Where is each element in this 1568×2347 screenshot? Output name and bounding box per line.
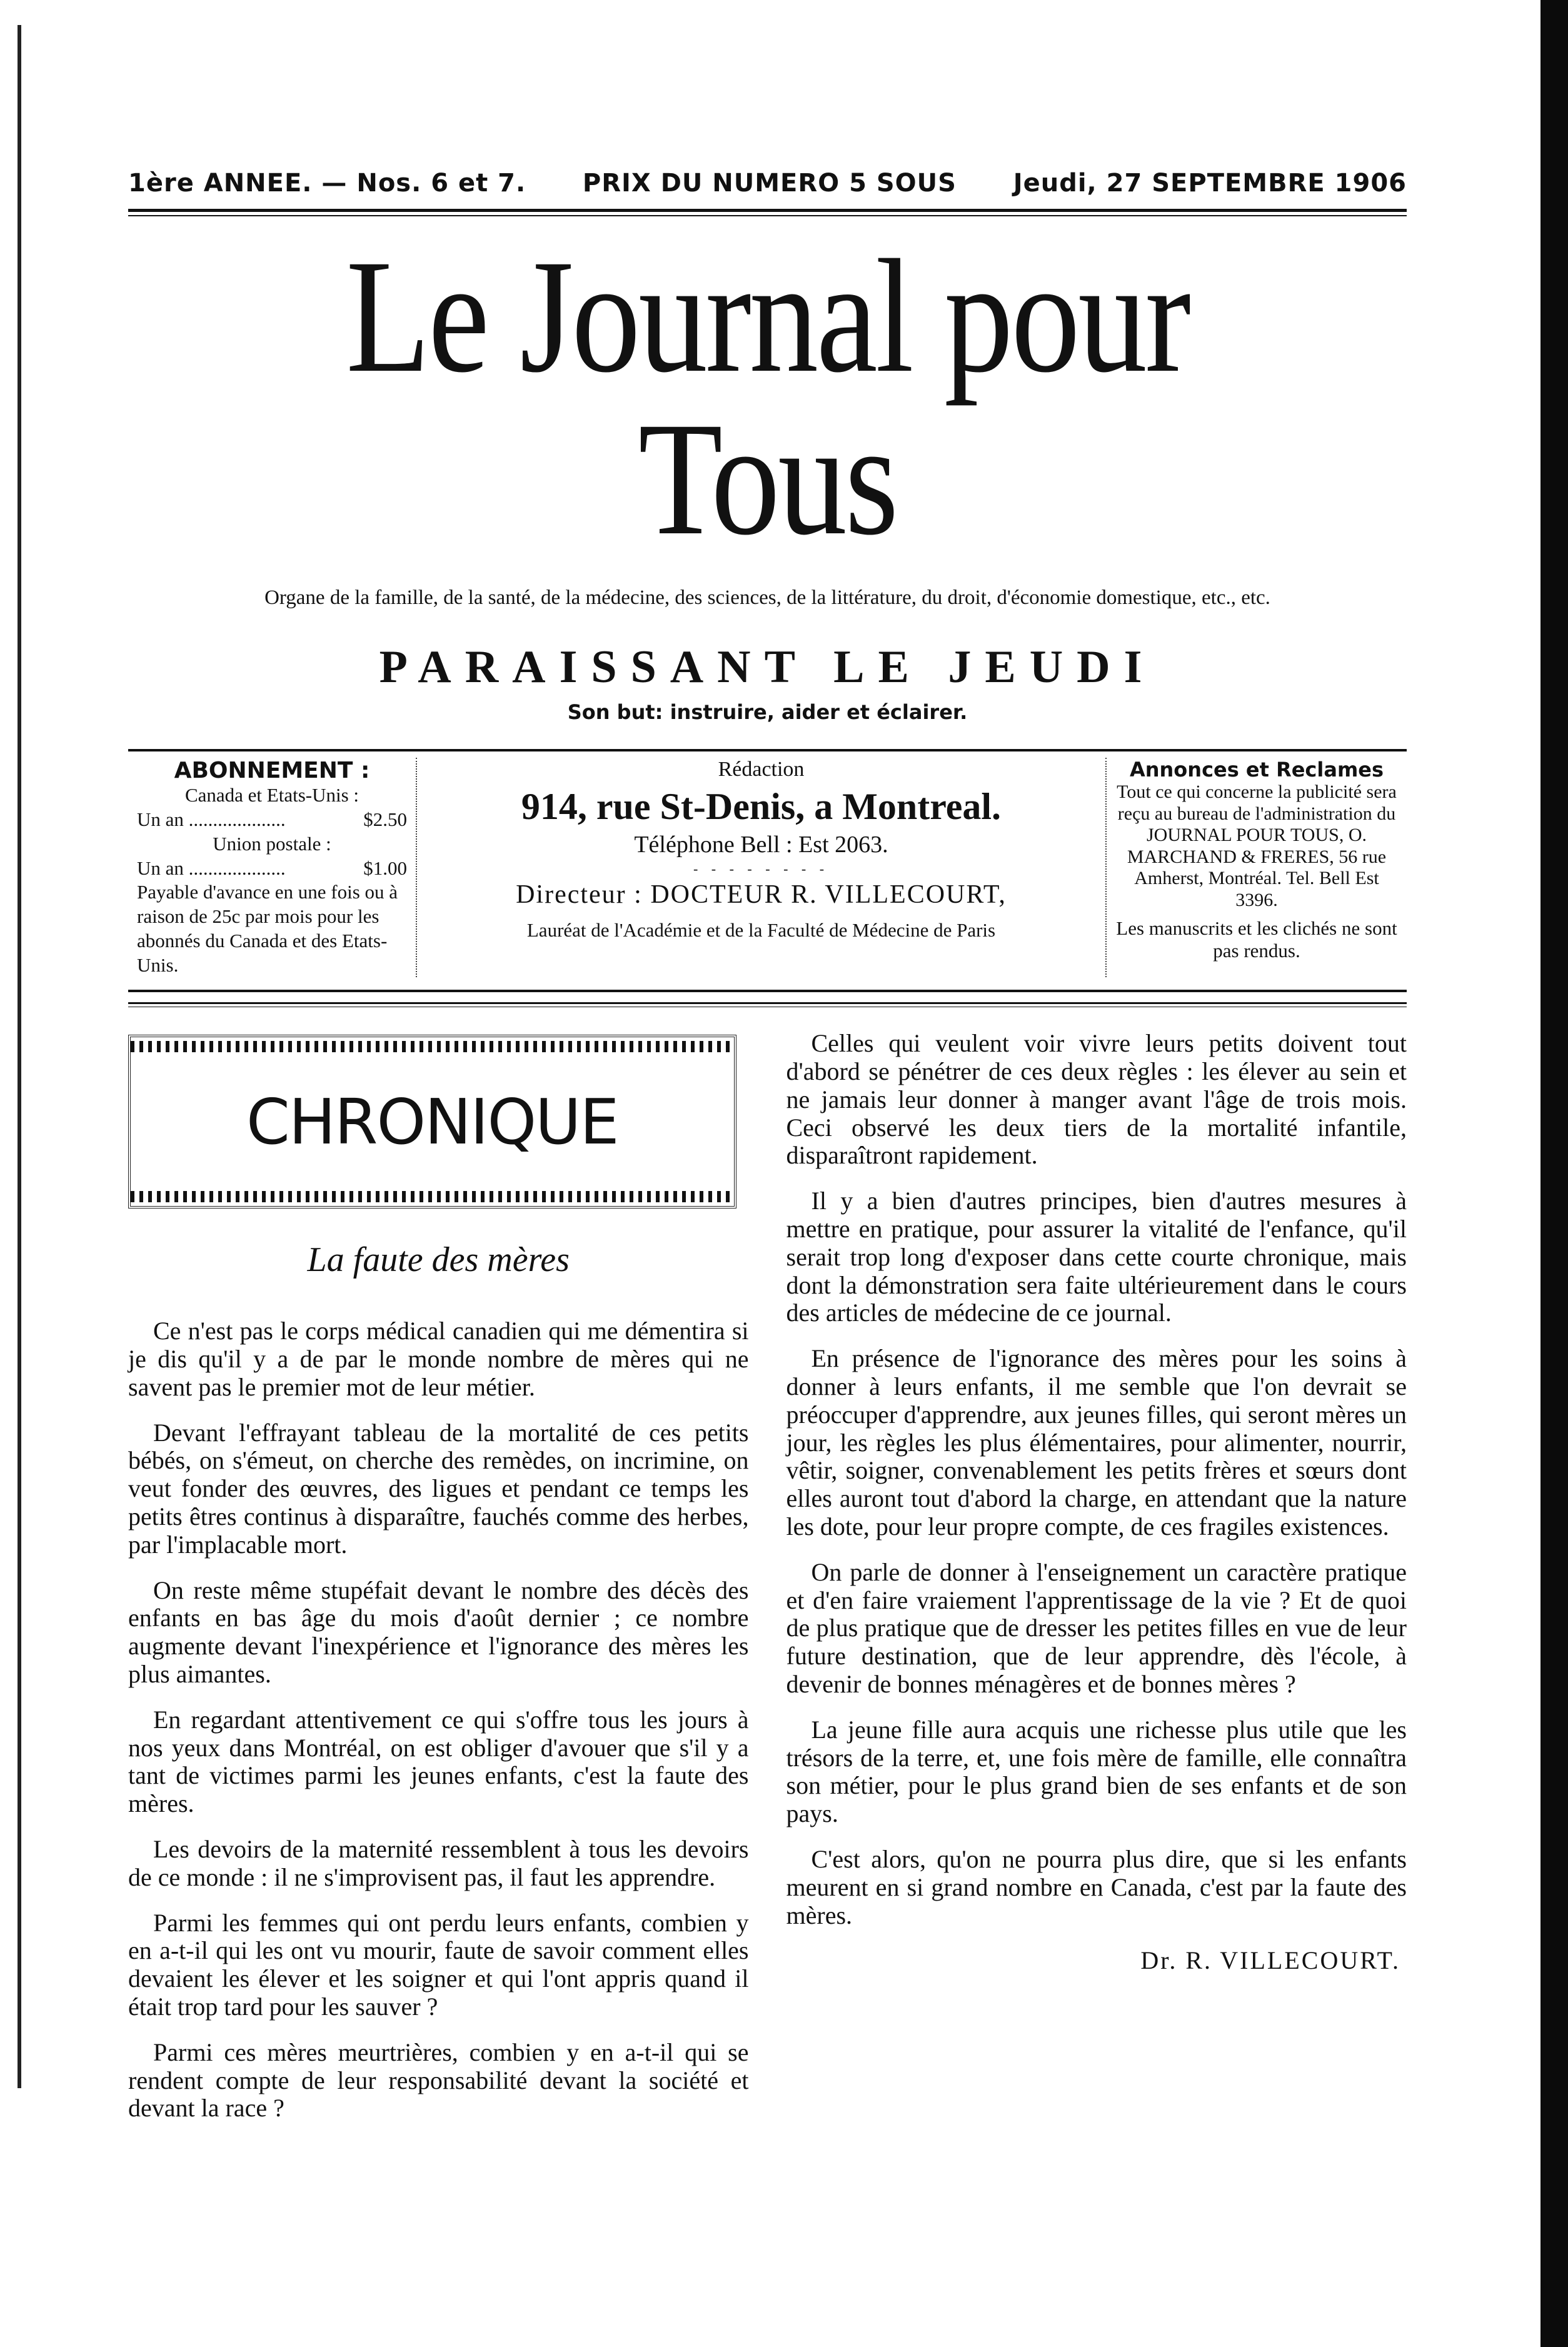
article-paragraph: C'est alors, qu'on ne pourra plus dire, que si les enfants meurent en si grand nombre en Canada, c'est par la faute des mères. bbox=[786, 1844, 1407, 1929]
issue-price: PRIX DU NUMERO 5 SOUS bbox=[582, 169, 957, 198]
payable-note: Payable d'avance en une fois ou à raison de 25c par mois pour les abonnés du Canada et des Etats-Unis. bbox=[137, 881, 398, 976]
article-paragraph: Devant l'effrayant tableau de la mortalité de ces petits bébés, on s'émeut, on cherche des remèdes, on incrimine, on veut fonder des œuvres, des ligues et pendant ce temps les petits êtres continus à disparaître, fauchés comme des herbes, par l'implacable mort. bbox=[128, 1418, 749, 1559]
section-title: CHRONIQUE bbox=[246, 1085, 618, 1158]
article-columns bbox=[128, 1029, 1407, 2140]
divider bbox=[128, 209, 1407, 212]
redaction-telephone: Téléphone Bell : Est 2063. bbox=[634, 832, 888, 858]
article-title: La faute des mères bbox=[307, 1240, 570, 1280]
article-paragraph: Il y a bien d'autres principes, bien d'autres mesures à mettre en pratique, pour assurer la vitalité de l'enfance, qu'il serait trop long d'exposer dans cette courte chronique, mais dont la démonstration sera faite ultérieurement dans le cours des articles de médecine de ce journal. bbox=[786, 1187, 1407, 1327]
motto: Son but: instruire, aider et éclairer. bbox=[567, 700, 968, 725]
divider: - - - - - - - - bbox=[693, 861, 830, 877]
issue-strip bbox=[128, 169, 1407, 198]
article-paragraph: Les devoirs de la maternité ressemblent à tous les devoirs de ce monde : il ne s'improvisent pas, il faut les apprendre. bbox=[128, 1835, 749, 1891]
laureat-line: Lauréat de l'Académie et de la Faculté de Médecine de Paris bbox=[526, 919, 996, 942]
director-line: Directeur : DOCTEUR R. VILLECOURT, bbox=[516, 880, 1007, 910]
union-label: Un an .................... bbox=[137, 857, 286, 879]
article-paragraph: Ce n'est pas le corps médical canadien qui me démentira si je dis qu'il y a de par le monde nombre de mères qui ne savent pas le premier mot de leur métier. bbox=[128, 1317, 749, 1401]
article-paragraph: Parmi les femmes qui ont perdu leurs enfants, combien y en a-t-il qui les ont vu mourir, faute de savoir comment elles devaient les élever et les soigner et qui l'ont appris quand il était trop tard pour les sauver ? bbox=[128, 1908, 749, 2021]
article-paragraph: Celles qui veulent voir vivre leurs petits doivent tout d'abord se pénétrer de ces deux règles : les élever au sein et ne jamais leur donner à manger avant l'âge de trois mois. Ceci observé les deux tiers de la mortalité infantile, disparaîtront rapidement. bbox=[786, 1029, 1407, 1170]
organe-line: Organe de la famille, de la santé, de la médecine, des sciences, de la littérature, du droit, d'économie domestique, etc., etc. bbox=[264, 586, 1270, 609]
article-paragraph: En regardant attentivement ce qui s'offre tous les jours à nos yeux dans Montréal, on est obliger d'avouer que s'il y a tant de victimes parmi les jeunes enfants, c'est la faute des mères. bbox=[128, 1705, 749, 1818]
info-band bbox=[128, 749, 1407, 992]
canada-label: Un an .................... bbox=[137, 808, 286, 830]
issue-number: 1ère ANNEE. — Nos. 6 et 7. bbox=[128, 169, 526, 198]
union-price: $1.00 bbox=[363, 857, 407, 879]
divider bbox=[128, 215, 1407, 216]
scan-border-right bbox=[1540, 0, 1568, 2347]
article-signature: Dr. R. VILLECOURT. bbox=[1140, 1946, 1400, 1975]
article-paragraph: Parmi ces mères meurtrières, combien y en a-t-il qui se rendent compte de leur responsabilité devant la société et devant la race ? bbox=[128, 2038, 749, 2123]
canada-heading: Canada et Etats-Unis : bbox=[184, 784, 359, 807]
article-body-left bbox=[128, 1317, 749, 2123]
canada-price: $2.50 bbox=[363, 808, 407, 830]
annonces-text: Tout ce qui concerne la publicité sera reçu au bureau de l'administration du JOURNAL POUR TOUS, O. MARCHAND & FRERES, 56 rue Amherst, Montréal. Tel. Bell Est 3396. bbox=[1117, 781, 1397, 910]
paraissant-line: PARAISSANT LE JEUDI bbox=[379, 641, 1156, 693]
article-paragraph: On reste même stupéfait devant le nombre des décès des enfants en bas âge du mois d'août dernier ; ce nombre augmente devant l'inexpérience et l'ignorance des mères les plus aimantes. bbox=[128, 1576, 749, 1689]
union-rate bbox=[137, 857, 407, 881]
article-paragraph: En présence de l'ignorance des mères pour les soins à donner à leurs enfants, il me semble que l'on devrait se préoccuper d'apprendre, aux jeunes filles, qui seront mères un jour, les règles les plus élémentaires, pour alimenter, nourrir, vêtir, soigner, convenablement les petits frères et sœurs dont elles auront tout d'abord la charge, en attendant que la nature les dote, pour leur propre compte, de ces fragiles existences. bbox=[786, 1344, 1407, 1540]
newspaper-page bbox=[128, 169, 1407, 2140]
divider bbox=[128, 1002, 1407, 1004]
redaction-address: 914, rue St-Denis, a Montreal. bbox=[521, 786, 1002, 828]
annonces-title: Annonces et Reclames bbox=[1129, 758, 1384, 782]
canada-rate bbox=[137, 808, 407, 832]
article-paragraph: On parle de donner à l'enseignement un caractère pratique et d'en faire vraiement l'apprentissage de la vie ? Et de quoi de plus pratique que de dresser les petites filles en vue de leur future destination, que de leur apprendre, dès l'école, à devenir de bonnes ménagères et de bonnes mères ? bbox=[786, 1557, 1407, 1698]
newspaper-title: Le Journal pour Tous bbox=[346, 226, 1189, 569]
abonnement-box bbox=[128, 758, 416, 977]
article-left-column bbox=[128, 1035, 749, 2140]
page-edge-left bbox=[18, 25, 21, 2088]
redaction-label: Rédaction bbox=[718, 758, 805, 781]
abonnement-title: ABONNEMENT : bbox=[174, 758, 370, 784]
manuscripts-note: Les manuscrits et les clichés ne sont pas rendus. bbox=[1116, 917, 1397, 962]
union-heading: Union postale : bbox=[213, 832, 331, 855]
article-right-column bbox=[786, 1029, 1407, 2140]
annonces-box bbox=[1107, 758, 1407, 977]
article-paragraph: La jeune fille aura acquis une richesse plus utile que les trésors de la terre, et, une fois mère de famille, elle connaîtra son métier, pour le plus grand bien de ses enfants et de son pays. bbox=[786, 1715, 1407, 1828]
chronique-banner bbox=[128, 1035, 736, 1209]
redaction-box bbox=[416, 758, 1107, 977]
issue-date: Jeudi, 27 SEPTEMBRE 1906 bbox=[1013, 169, 1407, 198]
